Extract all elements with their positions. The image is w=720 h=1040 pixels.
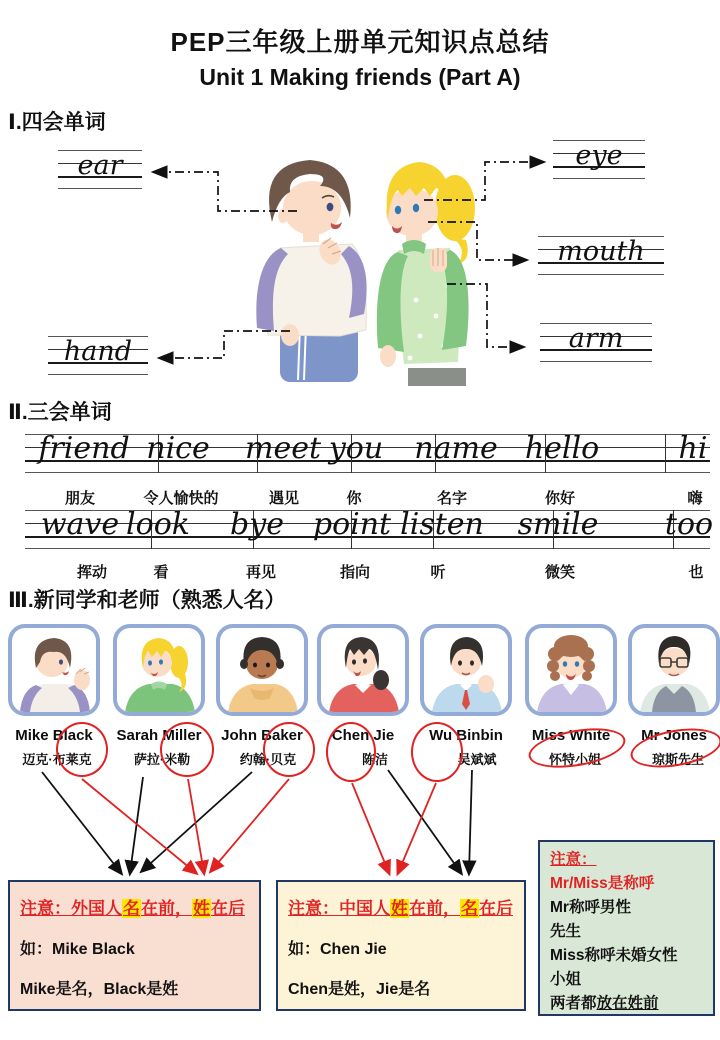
person-name: Mr Jones <box>641 727 707 744</box>
avatar-mike-black <box>12 628 96 712</box>
highlight-surname: 姓 <box>193 899 210 918</box>
vocab-zh: 你 <box>346 490 362 507</box>
person-name: Wu Binbin <box>429 727 503 744</box>
avatar-wu-binbin <box>424 628 508 712</box>
person-name: Sarah Miller <box>116 727 202 744</box>
avatar-chen-jie <box>321 628 405 712</box>
person-name-zh: 陈洁 <box>361 752 389 767</box>
vocab-word: bye <box>230 507 284 542</box>
vocab-zh: 朋友 <box>64 490 96 507</box>
note-title <box>20 894 249 919</box>
person-name: Mike Black <box>15 727 93 744</box>
vocab-zh: 名字 <box>436 490 468 507</box>
vocab-word: point <box>312 507 392 542</box>
note-line: Mr称呼男性 <box>550 899 631 916</box>
note-example: 如：Mike Black <box>20 941 135 958</box>
note-line: 先生 <box>550 923 582 940</box>
word-staff-mouth <box>538 236 664 275</box>
note-text: 在前， <box>409 899 460 918</box>
vocab-zh: 嗨 <box>687 490 703 507</box>
surname-circle-wu <box>411 722 463 782</box>
note-line: Miss称呼未婚女性 <box>550 947 678 964</box>
vocab-word: name <box>414 431 498 466</box>
vocab-staff-row2 <box>25 507 714 549</box>
person-name-zh: 约翰·贝克 <box>239 752 297 767</box>
vocab-zh: 看 <box>153 564 169 581</box>
note-rule: Mike是名，Black是姓 <box>20 981 179 998</box>
section2-heading: Ⅱ.三会单词 <box>8 401 112 424</box>
word-eye: eye <box>575 140 623 171</box>
vocab-zh-row1 <box>0 487 720 507</box>
avatar-mr-jones <box>632 628 716 712</box>
vocab-word: listen <box>400 507 484 542</box>
note-title: 注意： <box>550 851 597 868</box>
vocab-zh: 听 <box>430 564 446 581</box>
person-card-john-baker <box>216 624 308 716</box>
word-mouth: mouth <box>557 236 645 267</box>
person-card-chen-jie <box>317 624 409 716</box>
highlight-given: 名 <box>123 899 140 918</box>
person-name-zh: 萨拉·米勒 <box>133 752 191 767</box>
person-name-zh: 吴斌斌 <box>457 752 497 767</box>
highlight-surname: 姓 <box>391 899 408 918</box>
surname-arrows <box>82 779 436 873</box>
unit-subtitle: Unit 1 Making friends (Part A) <box>199 64 521 90</box>
person-name: Miss White <box>531 727 611 744</box>
vocab-word: hi <box>678 431 708 466</box>
person-name-zh: 怀特小姐 <box>548 752 602 767</box>
vocab-word: wave <box>40 507 120 542</box>
word-staff-ear <box>58 150 142 189</box>
vocab-word: too <box>664 507 714 542</box>
word-ear: ear <box>77 150 123 181</box>
person-card-wu-binbin <box>420 624 512 716</box>
person-card-miss-white <box>525 624 617 716</box>
vocab-word: friend <box>38 431 130 466</box>
boy-figure <box>256 160 366 382</box>
note-box-chinese-names <box>276 880 526 1011</box>
vocab-word: look <box>126 507 190 542</box>
vocab-zh: 再见 <box>245 564 277 581</box>
note-box-titles <box>538 840 715 1016</box>
vocab-zh-row2 <box>0 561 720 581</box>
person-name: Chen Jie <box>331 727 395 744</box>
person-card-mike-black <box>8 624 100 716</box>
note-rule: Chen是姓，Jie是名 <box>288 981 431 998</box>
person-name-zh: 迈克·布莱克 <box>22 752 92 767</box>
note-box-foreign-names <box>8 880 261 1011</box>
vocab-word: smile <box>517 507 599 542</box>
surname-circle-baker <box>263 722 315 777</box>
surname-circle-black <box>56 722 108 777</box>
given-name-arrows <box>42 770 472 873</box>
person-name: John Baker <box>221 727 303 744</box>
vocab-zh: 你好 <box>544 490 576 507</box>
surname-circle-chen <box>326 722 376 782</box>
vocab-word: hello <box>524 431 600 466</box>
vocab-zh: 挥动 <box>76 564 108 581</box>
note-text-underlined: 放在姓前 <box>596 995 659 1012</box>
person-name-zh: 琼斯先生 <box>651 752 705 767</box>
note-example: 如：Chen Jie <box>288 941 387 958</box>
note-text: 在前， <box>141 899 192 918</box>
note-text: 两者都 <box>550 995 597 1012</box>
vocab-zh: 微笑 <box>544 564 576 581</box>
vocab-word: you <box>328 431 384 466</box>
vocab-word: nice <box>146 431 210 466</box>
person-card-sarah-miller <box>113 624 205 716</box>
word-staff-hand <box>48 336 148 375</box>
connector-lines <box>154 162 543 358</box>
vocab-zh: 令人愉快的 <box>143 490 219 507</box>
surname-circle-miller <box>160 722 214 777</box>
girl-figure <box>377 162 475 386</box>
highlight-given: 名 <box>461 899 478 918</box>
vocab-zh: 也 <box>688 564 704 581</box>
note-title <box>288 894 514 919</box>
word-staff-arm <box>540 323 652 362</box>
word-staff-eye <box>553 140 645 179</box>
avatar-miss-white <box>529 628 613 712</box>
avatar-sarah-miller <box>117 628 201 712</box>
note-text: 注意：中国人 <box>288 899 390 918</box>
word-arm: arm <box>568 323 624 354</box>
word-hand: hand <box>63 336 133 367</box>
note-text: 在后 <box>211 899 245 918</box>
vocab-staff-row1 <box>25 431 710 473</box>
vocab-zh: 指向 <box>339 564 371 581</box>
person-card-mr-jones <box>628 624 720 716</box>
avatar-john-baker <box>220 628 304 712</box>
section1-heading: Ⅰ.四会单词 <box>8 111 106 134</box>
section3-heading: Ⅲ.新同学和老师（熟悉人名） <box>8 589 286 612</box>
page-title: PEP三年级上册单元知识点总结 <box>170 27 550 57</box>
vocab-word: meet <box>244 431 322 466</box>
vocab-zh: 遇见 <box>268 490 300 507</box>
note-line: Mr/Miss是称呼 <box>550 875 655 892</box>
note-line <box>550 992 703 1016</box>
note-text: 在后 <box>479 899 513 918</box>
note-line: 小姐 <box>550 971 582 988</box>
note-text: 注意：外国人 <box>20 899 122 918</box>
